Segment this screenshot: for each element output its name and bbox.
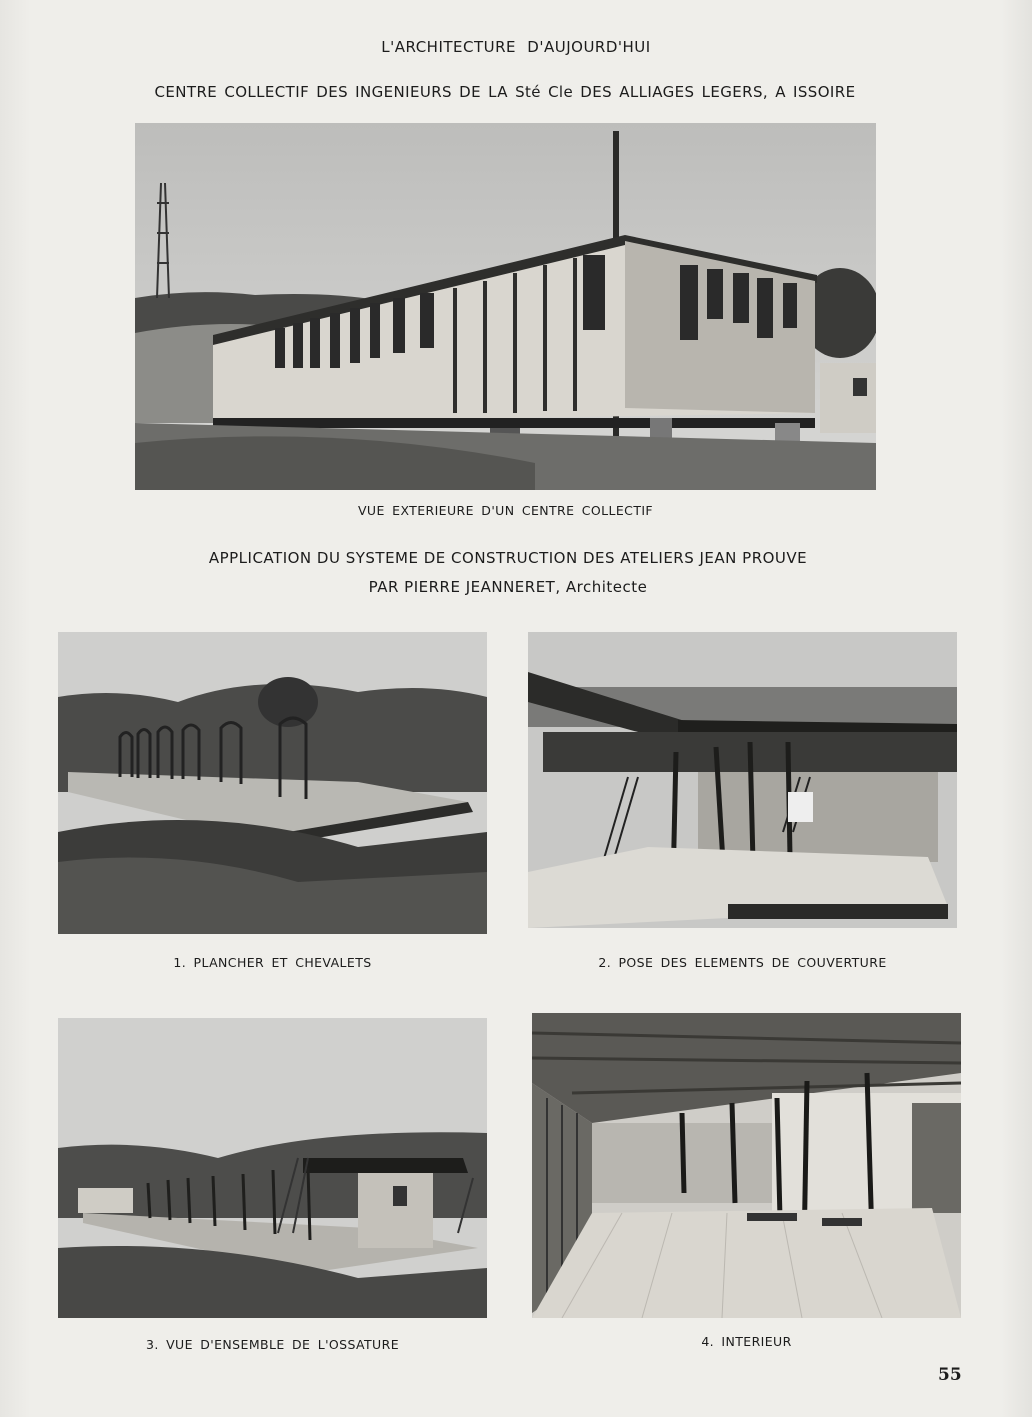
photo-1-floor-and-trestles [58,632,487,934]
photo-2-caption: 2. POSE DES ELEMENTS DE COUVERTURE [598,955,887,970]
main-photo-exterior [135,123,876,490]
photo-3-framework-overview [58,1018,487,1318]
photo-2-roofing-elements [528,632,957,928]
main-photo-caption: VUE EXTERIEURE D'UN CENTRE COLLECTIF [357,503,654,518]
photo-4-caption: 4. INTERIEUR [701,1334,792,1349]
photo-3-caption: 3. VUE D'ENSEMBLE DE L'OSSATURE [146,1337,399,1352]
running-head: L'ARCHITECTURE D'AUJOURD'HUI [381,38,651,56]
article-title: CENTRE COLLECTIF DES INGENIEURS DE LA Sté Cle DES ALLIAGES LEGERS, A ISSOIRE [154,83,856,101]
architect-subtitle: PAR PIERRE JEANNERET, Architecte [368,578,648,596]
photo-1-caption: 1. PLANCHER ET CHEVALETS [173,955,372,970]
system-subtitle: APPLICATION DU SYSTEME DE CONSTRUCTION DES ATELIERS JEAN PROUVE [208,549,808,567]
photo-4-interior [532,1013,961,1318]
page-number: 55 [938,1365,962,1385]
